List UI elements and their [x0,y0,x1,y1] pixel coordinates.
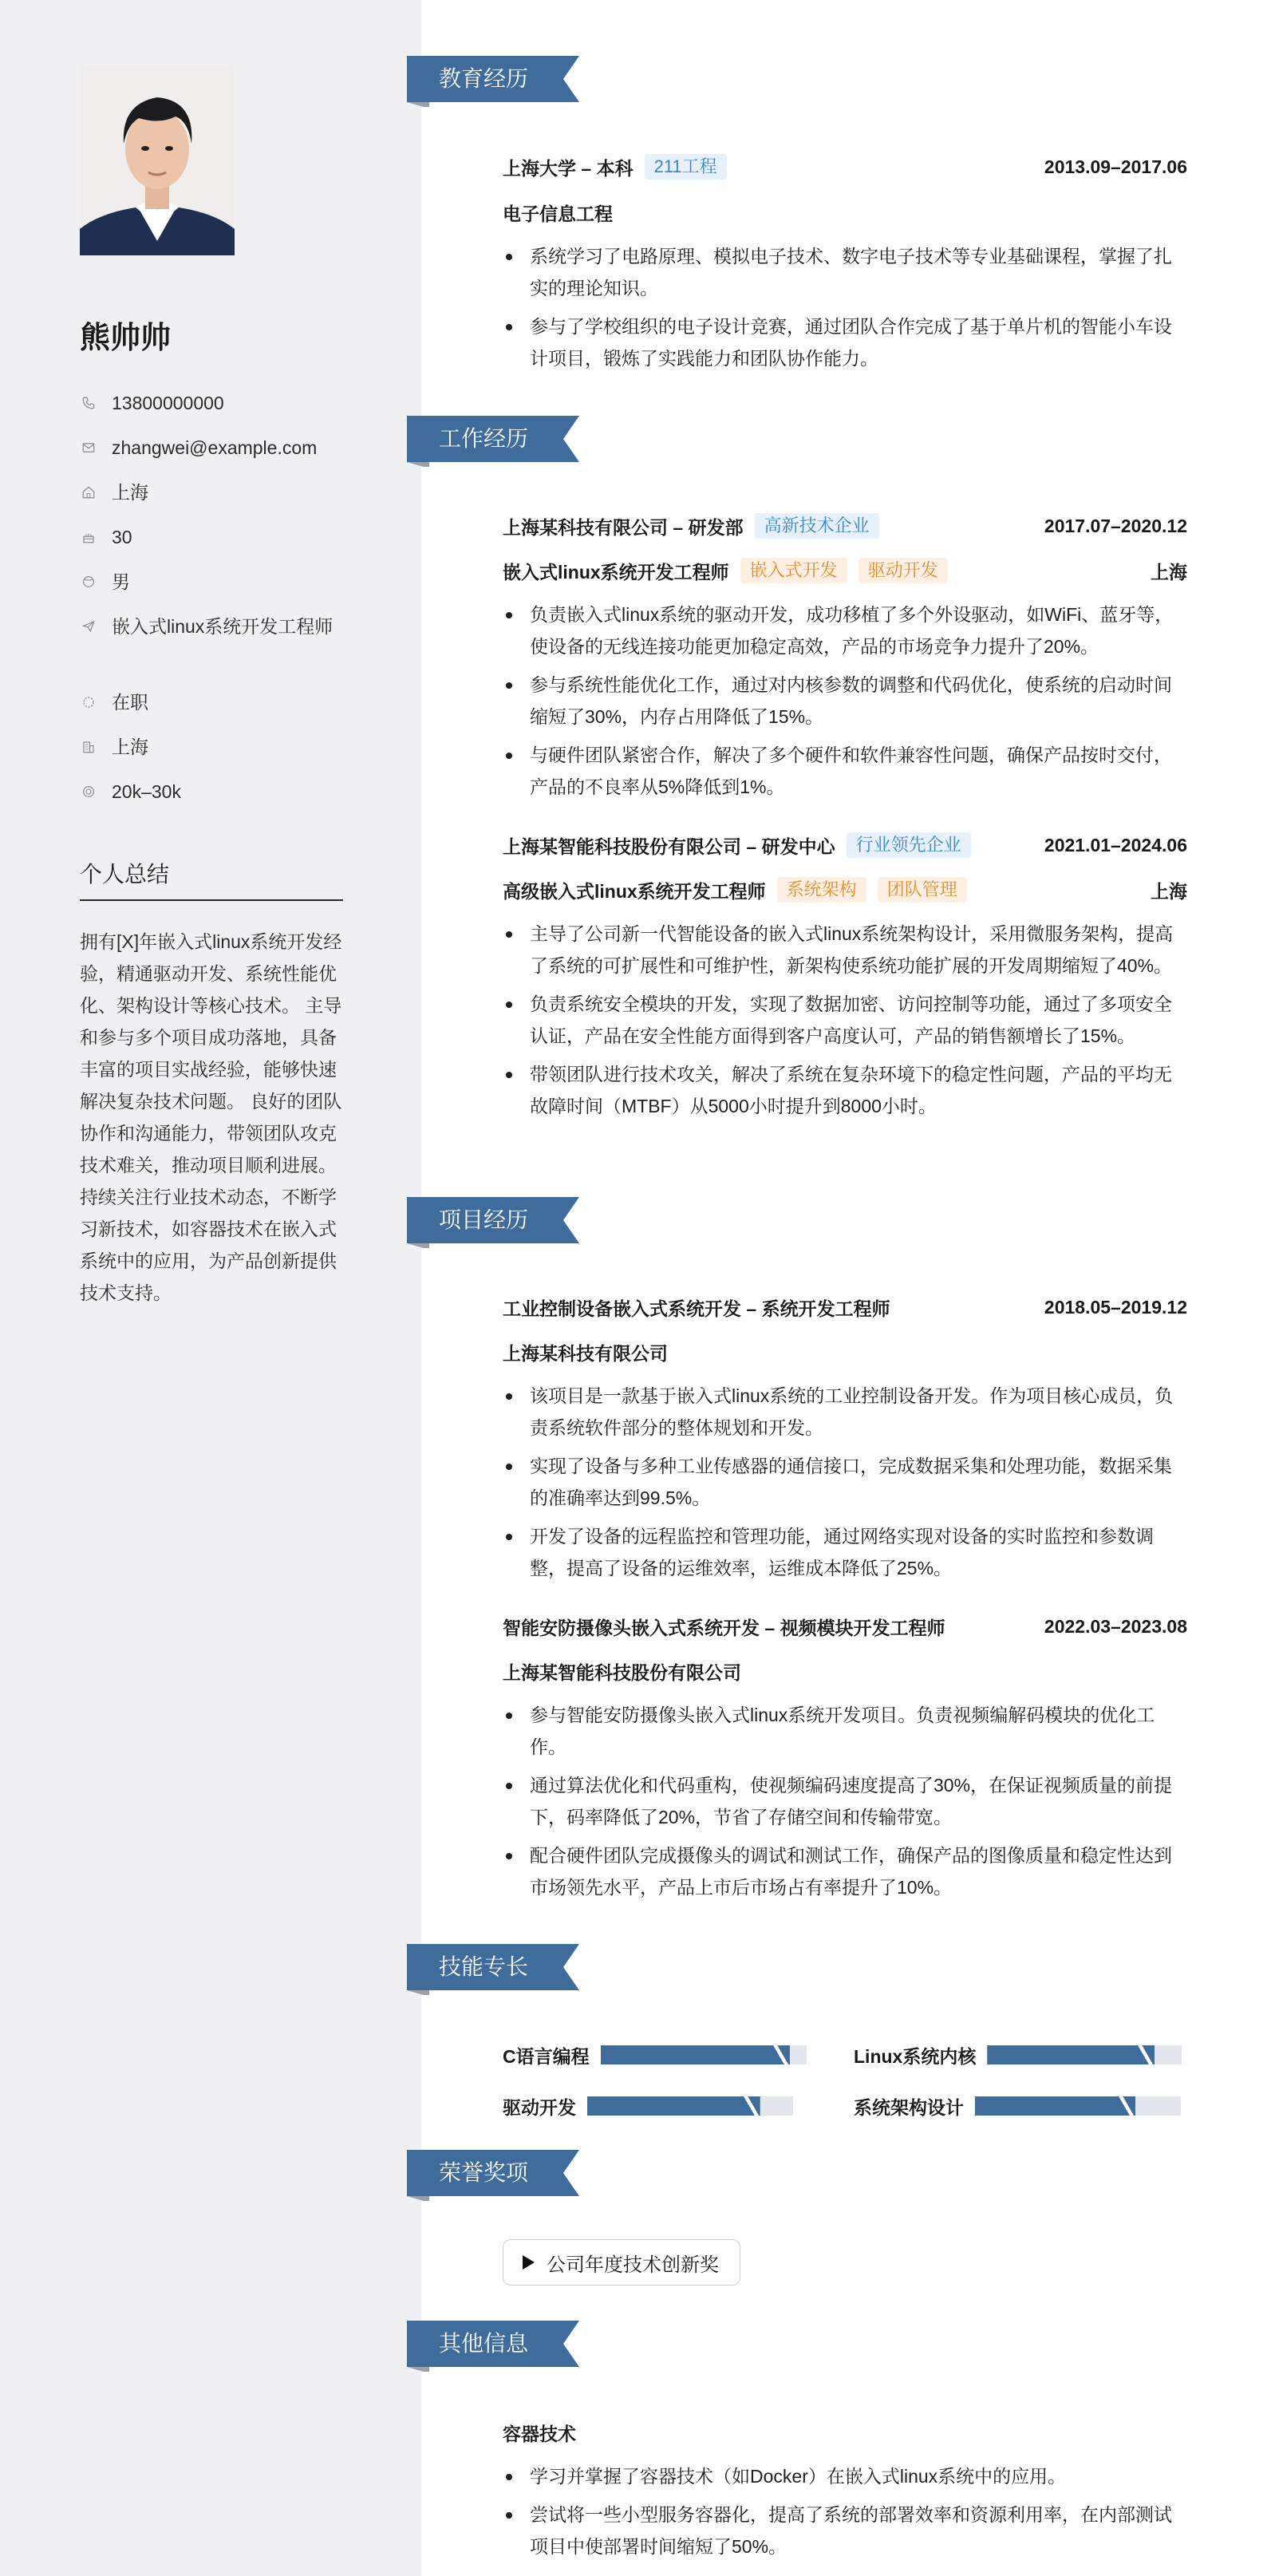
building-icon [80,733,97,761]
education-major-row [503,198,1187,227]
coin-icon [80,777,97,806]
info-salary [80,777,343,806]
mail-icon [80,433,97,462]
skill-name: C语言编程 [503,2045,590,2067]
list-item: 参与系统性能优化工作，通过对内核参数的调整和代码优化，使系统的启动时间缩短了30%，内存占用降低了15%。 [503,669,1187,733]
project-date: 2022.03–2023.08 [1044,1615,1187,1637]
work-header [503,831,1187,859]
section-title: 技能专长 [439,1954,529,1979]
project-header [503,1612,1187,1641]
summary-text: 拥有[X]年嵌入式linux系统开发经验，精通驱动开发、系统性能优化、架构设计等核心技术。 主导和参与多个项目成功落地，具备丰富的项目实战经验，能够快速解决复杂技术问题。 良好的团队协作和沟通能力，带领团队攻克技术难关，推动项目顺利进展。 持续关注行业技术动态，不断学习新技术，如容器技术在嵌入式系统中的应用，为产品创新提供技术支持。 [80,931,342,1303]
project-company-row [503,1337,1187,1366]
skill-item [854,2092,1181,2120]
skill-bar [587,2096,793,2116]
section-header-work [407,416,579,467]
project-title: 工业控制设备嵌入式系统开发 – 系统开发工程师 [503,1298,890,1319]
work-date: 2017.07–2020.12 [1044,515,1187,536]
education-header [503,152,1187,181]
work-city: 上海 [1151,561,1187,583]
summary-title: 个人总结 [80,862,170,887]
list-item: 通过算法优化和代码重构，使视频编码速度提高了30%，在保证视频质量的前提下，码率降低了20%，节省了存储空间和传输带宽。 [503,1769,1187,1833]
list-item: 尝试将一些小型服务容器化，提高了系统的部署效率和资源利用率，在内部测试项目中使部署时间缩短了50%。 [503,2499,1187,2562]
position-text: 嵌入式linux系统开发工程师 [112,616,334,637]
work-bullets [503,599,1187,809]
skill-item [854,2041,1182,2069]
info-email [80,433,343,462]
summary-divider [80,899,343,901]
skill-name: Linux系统内核 [854,2045,977,2067]
project-date: 2018.05–2019.12 [1044,1296,1187,1318]
project-company: 上海某科技有限公司 [503,1342,668,1364]
project-bullets [503,1699,1187,1910]
info-age [80,523,343,551]
major: 电子信息工程 [503,203,613,224]
education-bullets [503,240,1187,381]
status-text: 在职 [112,692,148,713]
role-tag: 系统架构 [777,877,866,903]
avatar [80,65,235,255]
skill-bar-fill [987,2045,1155,2064]
work-role-row [503,875,1187,904]
work-role-row [503,556,1187,585]
info-location [80,478,343,507]
section-header-projects [407,1197,579,1248]
work-city: 上海 [1151,880,1187,902]
other-bullets [503,2460,1187,2569]
section-header-honors [407,2150,579,2201]
list-item: 开发了设备的远程监控和管理功能，通过网络实现对设备的实时监控和参数调整，提高了设备的运维效率，运维成本降低了25%。 [503,1520,1187,1584]
sidebar [0,0,421,2576]
location-text: 上海 [112,482,148,503]
section-title: 项目经历 [439,1207,529,1232]
info-status [80,688,343,717]
skill-bar-fill [587,2096,760,2116]
list-item: 负责嵌入式linux系统的驱动开发，成功移植了多个外设驱动，如WiFi、蓝牙等，使设备的无线连接功能更加稳定高效，产品的市场竞争力提升了20%。 [503,599,1187,662]
role-tag: 驱动开发 [858,558,948,583]
list-item: 负责系统安全模块的开发，实现了数据加密、访问控制等功能，通过了多项安全认证，产品在安全性能方面得到客户高度认可，产品的销售额增长了15%。 [503,988,1187,1052]
list-item: 配合硬件团队完成摄像头的调试和测试工作，确保产品的图像质量和稳定性达到市场领先水平，产品上市后市场占有率提升了10%。 [503,1839,1187,1903]
phone-text: 13800000000 [112,393,224,413]
other-header [503,2418,1187,2447]
info-phone [80,389,343,417]
list-item: 与硬件团队紧密合作，解决了多个硬件和软件兼容性问题，确保产品按时交付，产品的不良率从5%降低到1%。 [503,739,1187,803]
section-title: 其他信息 [439,2331,529,2356]
other-title: 容器技术 [503,2423,576,2444]
skill-bar-fill [601,2045,790,2064]
skill-name: 系统架构设计 [854,2096,964,2118]
info-position [80,612,343,641]
status-icon [80,688,97,717]
list-item: 主导了公司新一代智能设备的嵌入式linux系统架构设计，采用微服务架构，提高了系统的可扩展性和可维护性，新架构使系统功能扩展的开发周期缩短了40%。 [503,918,1187,982]
project-bullets [503,1380,1187,1590]
person-photo-icon [80,65,235,255]
skill-item [503,2041,807,2069]
list-item: 实现了设备与多种工业传感器的通信接口，完成数据采集和处理功能，数据采集的准确率达到99.5%。 [503,1450,1187,1514]
gender-icon [80,567,97,596]
list-item: 参与了学校组织的电子设计竞赛，通过团队合作完成了基于单片机的智能小车设计项目，锻炼了实践能力和团队协作能力。 [503,310,1187,374]
phone-icon [80,389,97,417]
salary-text: 20k–30k [112,781,181,802]
school-name: 上海大学 – 本科 [503,157,634,179]
list-item: 带领团队进行技术攻关，解决了系统在复杂环境下的稳定性问题，产品的平均无故障时间（MTBF）从5000小时提升到8000小时。 [503,1058,1187,1122]
play-triangle-icon [521,2254,535,2270]
education-date: 2013.09–2017.06 [1044,156,1187,177]
skill-name: 驱动开发 [503,2096,576,2118]
project-header [503,1293,1187,1322]
skill-bar-fill [975,2096,1135,2116]
role-title: 嵌入式linux系统开发工程师 [503,561,729,583]
section-title: 教育经历 [439,66,529,91]
award-name: 公司年度技术创新奖 [547,2254,719,2276]
section-title: 工作经历 [439,426,529,451]
award-badge [503,2239,740,2286]
email-text: zhangwei@example.com [112,437,318,458]
list-item: 参与智能安防摄像头嵌入式linux系统开发项目。负责视频编解码模块的优化工作。 [503,1699,1187,1763]
company-tag: 行业领先企业 [847,832,971,858]
work-header [503,512,1187,540]
candidate-name: 熊帅帅 [80,322,172,355]
role-tag: 团队管理 [878,877,967,903]
role-tag: 嵌入式开发 [740,558,847,583]
send-icon [80,612,97,641]
project-title: 智能安防摄像头嵌入式系统开发 – 视频模块开发工程师 [503,1617,945,1638]
work-bullets [503,918,1187,1128]
project-company-row [503,1657,1187,1685]
section-header-other [407,2321,579,2372]
list-item: 系统学习了电路原理、模拟电子技术、数字电子技术等专业基础课程，掌握了扎实的理论知识。 [503,240,1187,304]
company-name: 上海某智能科技股份有限公司 – 研发中心 [503,836,835,857]
skill-bar [987,2045,1182,2064]
city-text: 上海 [112,737,148,757]
role-title: 高级嵌入式linux系统开发工程师 [503,880,766,902]
cake-icon [80,523,97,551]
info-city [80,733,343,761]
company-tag: 高新技术企业 [755,513,879,539]
list-item: 该项目是一款基于嵌入式linux系统的工业控制设备开发。作为项目核心成员，负责系统软件部分的整体规划和开发。 [503,1380,1187,1444]
company-name: 上海某科技有限公司 – 研发部 [503,516,744,538]
home-icon [80,478,97,507]
gender-text: 男 [112,571,130,592]
skill-bar [975,2096,1181,2116]
work-date: 2021.01–2024.06 [1044,834,1187,855]
skill-item [503,2092,793,2120]
section-header-education [407,56,579,107]
school-tag: 211工程 [645,154,727,180]
section-header-skills [407,1944,579,1995]
age-text: 30 [112,527,132,547]
skill-bar [601,2045,807,2064]
section-title: 荣誉奖项 [439,2160,529,2185]
project-company: 上海某智能科技股份有限公司 [503,1661,741,1683]
info-gender [80,567,343,596]
list-item: 学习并掌握了容器技术（如Docker）在嵌入式linux系统中的应用。 [503,2460,1187,2492]
